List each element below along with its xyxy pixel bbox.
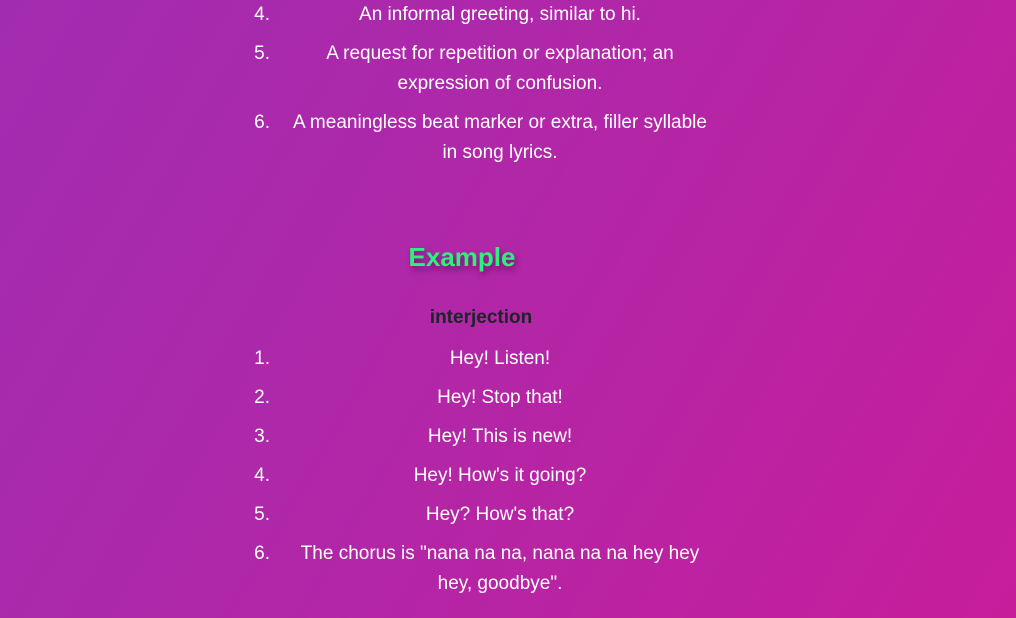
item-number: 5. — [254, 504, 270, 525]
part-of-speech: interjection — [429, 307, 533, 328]
definition-text: A request for repetition or explanation; an expression of confusion. — [326, 43, 674, 94]
example-text: The chorus is "nana na na, nana na na hey hey hey, goodbye". — [300, 543, 700, 594]
item-number: 5. — [254, 43, 270, 64]
item-number: 6. — [254, 112, 270, 133]
item-number: 4. — [254, 465, 270, 486]
item-number: 4. — [254, 4, 270, 25]
example-text: Hey! Listen! — [449, 348, 551, 369]
item-number: 6. — [254, 543, 270, 564]
definition-text: An informal greeting, similar to hi. — [359, 4, 641, 25]
example-text: Hey? How's that? — [425, 504, 575, 525]
item-number: 2. — [254, 387, 270, 408]
definitions-list — [254, 0, 715, 177]
example-item — [254, 383, 715, 413]
example-item — [254, 344, 715, 374]
examples-list — [254, 344, 715, 608]
definition-item — [254, 39, 715, 99]
definition-item — [254, 108, 715, 168]
example-item — [254, 500, 715, 530]
example-item — [254, 422, 715, 452]
example-item — [254, 539, 715, 599]
definition-item — [254, 0, 715, 30]
example-heading: Example — [408, 242, 516, 272]
definition-text: A meaningless beat marker or extra, filler syllable in song lyrics. — [293, 112, 707, 163]
example-item — [254, 461, 715, 491]
example-text: Hey! Stop that! — [437, 387, 563, 408]
example-text: Hey! This is new! — [427, 426, 573, 447]
item-number: 3. — [254, 426, 270, 447]
example-text: Hey! How's it going? — [413, 465, 587, 486]
item-number: 1. — [254, 348, 270, 369]
